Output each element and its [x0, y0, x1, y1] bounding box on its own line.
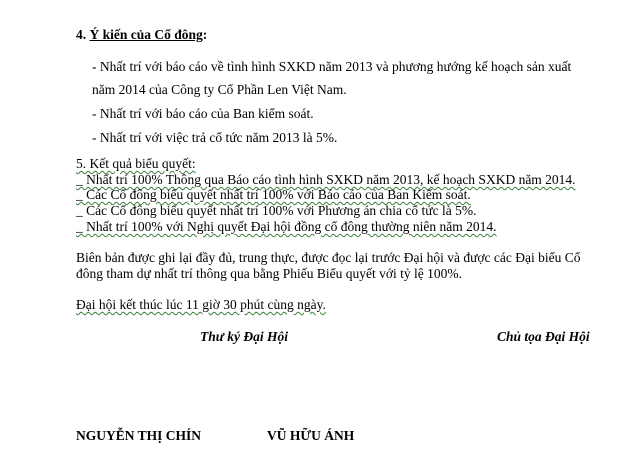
conclusion-line-1: Biên bản được ghi lại đầy đủ, trung thực, được đọc lại trước Đại hội và được các Đại biểu Cổ: [76, 250, 581, 265]
secretary-title: Thư ký Đại Hội: [200, 329, 288, 344]
closing-statement: Đại hội kết thúc lúc 11 giờ 30 phút cùng ngày.: [76, 297, 326, 312]
conclusion-line-2: đông tham dự nhất trí thông qua bằng Phiếu Biểu quyết với tỷ lệ 100%.: [76, 266, 463, 281]
section-4-colon: :: [202, 27, 208, 42]
vote-result-4: _ Nhất trí 100% với Nghị quyết Đại hội đồng cổ đông thường niên năm 2014.: [76, 219, 497, 234]
chair-name: VŨ HỮU ÁNH: [267, 428, 355, 443]
section-4-heading: [76, 27, 207, 43]
vote-result-1: _ Nhất trí 100% Thông qua Báo cáo tình hình SXKD năm 2013, kế hoạch SXKD năm 2014.: [76, 172, 576, 187]
section-4-number: 4.: [76, 27, 90, 42]
opinion-1-line-1: - Nhất trí với báo cáo về tình hình SXKD năm 2013 và phương hướng kế hoạch sản xuất: [92, 59, 572, 74]
opinion-2: - Nhất trí với báo cáo của Ban kiểm soát.: [92, 106, 314, 121]
vote-result-3: _ Các Cổ đông biểu quyết nhất trí 100% với Phương án chia cổ tức là 5%.: [76, 203, 477, 218]
secretary-name: NGUYỄN THỊ CHÍN: [76, 428, 202, 443]
vote-result-2: _ Các Cổ đông biểu quyết nhất trí 100% với Báo cáo của Ban Kiểm soát.: [76, 187, 471, 202]
opinion-1-line-2: năm 2014 của Công ty Cổ Phần Len Việt Nam.: [92, 82, 347, 97]
section-5-heading: 5. Kết quả biểu quyết:: [76, 156, 196, 171]
section-4-title: Ý kiến của Cổ đông: [89, 27, 203, 42]
opinion-3: - Nhất trí với việc trả cổ tức năm 2013 là 5%.: [92, 130, 338, 145]
chair-title: Chủ tọa Đại Hội: [497, 329, 590, 344]
